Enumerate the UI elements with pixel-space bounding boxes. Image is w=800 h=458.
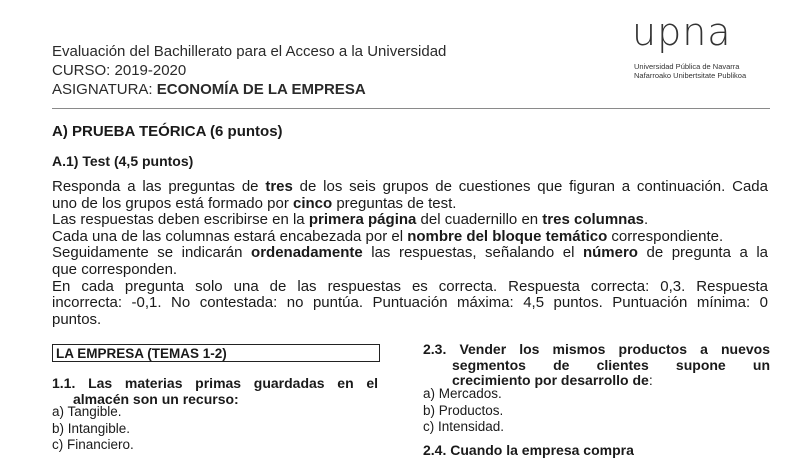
- instr-p3: Cada una de las columnas estará encabezada por el nombre del bloque temático correspondiente.: [52, 227, 724, 245]
- logo-subtitle-es: Universidad Pública de Navarra: [634, 62, 740, 71]
- question-2-4-partial: 2.4. Cuando la empresa compra: [423, 442, 634, 458]
- question-2-3-options: [423, 386, 504, 436]
- question-1-1-line2: almacén son un recurso:: [73, 390, 239, 407]
- exam-title: Evaluación del Bachillerato para el Acceso a la Universidad: [52, 43, 447, 60]
- list-item: c) Financiero.: [52, 437, 134, 452]
- question-1-1: [52, 376, 378, 407]
- instr-p4-line1: Seguidamente se indicarán ordenadamente las respuestas, señalando el número de pregunta a la: [52, 244, 768, 262]
- subject-line: [52, 81, 366, 98]
- subject-value: ECONOMÍA DE LA EMPRESA: [156, 81, 366, 98]
- block-title-box: [52, 344, 380, 362]
- logo-wordmark: upna: [632, 10, 732, 54]
- instructions: [52, 179, 768, 328]
- course-year: CURSO: 2019-2020: [52, 62, 187, 79]
- subject-label: ASIGNATURA:: [52, 81, 157, 98]
- question-2-3-line3: crecimiento por desarrollo de:: [452, 372, 653, 388]
- instr-p2: Las respuestas deben escribirse en la primera página del cuadernillo en tres columnas.: [52, 211, 649, 229]
- instr-p5-line1: En cada pregunta solo una de las respuestas es correcta. Respuesta correcta: 0,3. Respuesta: [52, 277, 768, 295]
- instr-p4-line2: que corresponden.: [52, 260, 178, 278]
- question-2-3-line1: 2.3. Vender los mismos productos a nuevos: [423, 341, 770, 357]
- logo-subtitle-eu: Nafarroako Unibertsitate Publikoa: [634, 71, 747, 80]
- list-item: a) Mercados.: [423, 386, 502, 401]
- instr-p1-line1: Responda a las preguntas de tres de los seis grupos de cuestiones que figuran a continuación. Cada: [52, 178, 768, 195]
- list-item: c) Intensidad.: [423, 419, 505, 434]
- section-title: A) PRUEBA TEÓRICA (6 puntos): [52, 123, 283, 140]
- list-item: a) Tangible.: [52, 404, 122, 419]
- block-title: LA EMPRESA (TEMAS 1-2): [56, 346, 227, 361]
- list-item: b) Productos.: [423, 402, 504, 418]
- question-1-1-line1: 1.1. Las materias primas guardadas en el: [52, 375, 379, 391]
- list-item: b) Intangible.: [52, 420, 131, 436]
- header-divider: [52, 108, 770, 109]
- subsection-title: A.1) Test (4,5 puntos): [52, 153, 194, 169]
- question-2-3: [423, 342, 770, 389]
- question-2-3-line2: segmentos de clientes supone un: [452, 356, 770, 373]
- instr-p5-line3: puntos.: [52, 310, 102, 328]
- instr-p1-line2: uno de los grupos está formado por cinco preguntas de test.: [52, 194, 457, 212]
- instr-p5-line2: incorrecta: -0,1. No contestada: no puntúa. Puntuación máxima: 4,5 puntos. Puntuación mínima: 0: [52, 294, 768, 312]
- question-1-1-options: [52, 404, 134, 454]
